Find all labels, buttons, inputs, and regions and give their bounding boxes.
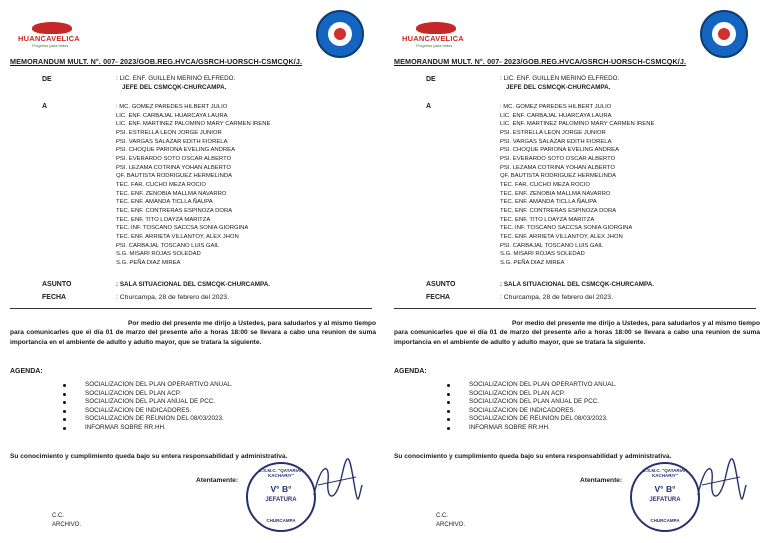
recipient: TEC. ENF. TITO LOAYZA MARITZA bbox=[116, 216, 211, 223]
recipient: PSI. VARGAS SALAZAR EDITH FIORELA bbox=[116, 138, 228, 145]
agenda-list bbox=[63, 381, 233, 433]
agenda-item: SOCIALIZACION DEL PLAN OPERARTIVO ANUAL. bbox=[447, 381, 617, 390]
agenda-title: AGENDA: bbox=[394, 368, 427, 375]
recipient: PSI. CARBAJAL TOSCANO LUIS GAIL bbox=[500, 242, 604, 249]
cc-label: C.C. bbox=[52, 513, 64, 519]
recipient: QF. BAUTISTA RODRIGUEZ HERMELINDA bbox=[500, 173, 617, 180]
asunto-label: ASUNTO bbox=[426, 281, 456, 288]
recipient: TEC. ENF. TITO LOAYZA MARITZA bbox=[500, 216, 595, 223]
cc-block bbox=[436, 512, 465, 529]
agenda-title: AGENDA: bbox=[10, 368, 43, 375]
stamp-vb: V° B° bbox=[654, 484, 676, 494]
recipient: TEC. ENF. ARRIETA VILLANTOY, ALEX JHON bbox=[500, 233, 623, 240]
signoff: Atentamente: bbox=[580, 477, 623, 484]
divider bbox=[10, 308, 372, 309]
agenda-item: SOCIALIZACION DEL PLAN ANUAL DE PCC. bbox=[447, 398, 617, 407]
recipient: PSI. VARGAS SALAZAR EDITH FIORELA bbox=[500, 138, 612, 145]
recipient: PSI. EVERARDO SOTO OSCAR ALBERTO bbox=[500, 155, 616, 162]
memo-title: MEMORANDUM MULT. N°. 007- 2023/GOB.REG.HVCA/GSRCH-UORSCH-CSMCQK/J. bbox=[394, 57, 687, 66]
cc-block bbox=[52, 512, 81, 529]
recipient: S.G. PEÑA DIAZ MIREA bbox=[500, 259, 565, 266]
agenda-item: SOCIALIZACION DEL PLAN ACP. bbox=[447, 390, 617, 399]
recipient: TEC. FAR. CUCHO MEZA ROCIO bbox=[500, 181, 591, 188]
logo-emblem-icon bbox=[32, 22, 72, 34]
recipient: LIC. ENF. CARBAJAL HUARCAYA LAURA bbox=[116, 112, 228, 119]
recipient: TEC. ENF. CONTRERAS ESPINOZA DORA bbox=[116, 207, 233, 214]
logo-tagline: Progreso para todos bbox=[416, 43, 453, 48]
recipient: LIC. ENF. MARTINEZ PALOMINO MARY CARMEN IRENE bbox=[500, 121, 655, 128]
cc-label: C.C. bbox=[436, 513, 448, 519]
signoff: Atentamente: bbox=[196, 477, 239, 484]
asunto-value: : SALA SITUACIONAL DEL CSMCQK-CHURCAMPA. bbox=[500, 281, 655, 288]
logo-name: HUANCAVELICA bbox=[18, 34, 80, 43]
asunto-label: ASUNTO bbox=[42, 281, 72, 288]
recipient: PSI. CARBAJAL TOSCANO LUIS GAIL bbox=[116, 242, 220, 249]
closing-paragraph: Su conocimiento y cumplimiento queda bajo su entera responsabilidad y administrativa. bbox=[394, 453, 672, 460]
stamp-vb: V° B° bbox=[270, 484, 292, 494]
stamp-ring-top: C.S.M.C. "QATARIAN KACHARIY" bbox=[258, 468, 304, 478]
recipient: : MC. GOMEZ PAREDES HILBERT JULIO bbox=[500, 104, 612, 110]
recipient: S.G. PEÑA DIAZ MIREA bbox=[116, 259, 181, 266]
logo-emblem-icon bbox=[416, 22, 456, 34]
divider bbox=[394, 308, 756, 309]
closing-paragraph: Su conocimiento y cumplimiento queda bajo su entera responsabilidad y administrativa. bbox=[10, 453, 288, 460]
cc-archive: ARCHIVO. bbox=[52, 521, 82, 528]
recipient: TEC. FAR. CUCHO MEZA ROCIO bbox=[116, 181, 207, 188]
recipient: LIC. ENF. CARBAJAL HUARCAYA LAURA bbox=[500, 112, 612, 119]
recipient: TEC. INF. TOSCANO SACCSA SONIA GIORGINA bbox=[116, 225, 249, 232]
cc-archive: ARCHIVO. bbox=[436, 521, 466, 528]
memo-title: MEMORANDUM MULT. N°. 007- 2023/GOB.REG.HVCA/GSRCH-UORSCH-CSMCQK/J. bbox=[10, 57, 303, 66]
recipient-list bbox=[500, 103, 654, 267]
agenda-item: SOCIALIZACION DEL PLAN ACP. bbox=[63, 390, 233, 399]
asunto-value: : SALA SITUACIONAL DEL CSMCQK-CHURCAMPA. bbox=[116, 281, 271, 288]
memo-body: Por medio del presente me dirijo a Ustedes, para saludarlos y al mismo tiempo para comunicarles que el día 01 de marzo del presente año a horas 18:00 se llevara a cabo una reunion de suma importancia en el ambiente de adulto y adulto mayor, que se tratara la siguiente. bbox=[394, 320, 760, 346]
recipient: : MC. GOMEZ PAREDES HILBERT JULIO bbox=[116, 104, 228, 110]
recipient: TEC. ENF. CONTRERAS ESPINOZA DORA bbox=[500, 207, 617, 214]
memo-body: Por medio del presente me dirijo a Ustedes, para saludarlos y al mismo tiempo para comunicarles que el día 01 de marzo del presente año a horas 18:00 se llevara a cabo una reunion de suma importancia en el ambiente de adulto y adulto mayor, que se tratara la siguiente. bbox=[10, 320, 376, 346]
recipient: TEC. ENF. AMANDA TICLLA ÑAUPA bbox=[116, 199, 213, 206]
stamp-ring-top: C.S.M.C. "QATARIAN KACHARIY" bbox=[642, 468, 688, 478]
health-center-seal-icon bbox=[316, 10, 364, 58]
health-center-seal-icon bbox=[700, 10, 748, 58]
recipient: TEC. ENF. ZENOBIA MALLMA NAVARRO bbox=[500, 190, 611, 197]
recipient: PSI. LEZAMA COTRINA YOHAN ALBERTO bbox=[116, 164, 231, 171]
recipient: TEC. INF. TOSCANO SACCSA SONIA GIORGINA bbox=[500, 225, 633, 232]
recipient: LIC. ENF. MARTINEZ PALOMINO MARY CARMEN IRENE bbox=[116, 121, 271, 128]
agenda-item: SOCIALIZACION DEL PLAN ANUAL DE PCC. bbox=[63, 398, 233, 407]
signature-icon bbox=[690, 455, 750, 510]
agenda-item: SOCIALIZACION DE REUNION DEL 08/03/2023. bbox=[447, 415, 617, 424]
logo-name: HUANCAVELICA bbox=[402, 34, 464, 43]
agenda-item: SOCIALIZACION DEL PLAN OPERARTIVO ANUAL. bbox=[63, 381, 233, 390]
a-label: A bbox=[426, 103, 432, 110]
recipient: S.G. MISARI ROJAS SOLEDAD bbox=[500, 251, 585, 258]
recipient-list bbox=[116, 103, 270, 267]
agenda-item: INFORMAR SOBRE RR.HH. bbox=[447, 424, 617, 433]
stamp-ring-bottom: CHURCAMPA bbox=[650, 518, 680, 523]
recipient: PSI. LEZAMA COTRINA YOHAN ALBERTO bbox=[500, 164, 615, 171]
memo-page-left bbox=[8, 0, 378, 543]
agenda-item: SOCIALIZACION DE INDICADORES. bbox=[447, 407, 617, 416]
stamp-role: JEFATURA bbox=[649, 497, 681, 503]
fecha-value: : Churcampa, 28 de febrero del 2023. bbox=[500, 294, 613, 301]
recipient: PSI. ESTRELLA LEON JORGE JUNIOR bbox=[500, 129, 606, 136]
recipient: PSI. CHOQUE PARIONA EVELING ANDREA bbox=[116, 147, 236, 154]
fecha-label: FECHA bbox=[426, 294, 451, 301]
agenda-item: SOCIALIZACION DE REUNION DEL 08/03/2023. bbox=[63, 415, 233, 424]
de-line-1: : LIC. ENF. GUILLEN MERINO ELFREDO. bbox=[500, 75, 620, 82]
regional-government-logo bbox=[402, 22, 472, 48]
agenda-item: SOCIALIZACION DE INDICADORES. bbox=[63, 407, 233, 416]
fecha-value: : Churcampa, 28 de febrero del 2023. bbox=[116, 294, 229, 301]
signature-icon bbox=[306, 455, 366, 510]
stamp-role: JEFATURA bbox=[265, 497, 297, 503]
recipient: PSI. CHOQUE PARIONA EVELING ANDREA bbox=[500, 147, 620, 154]
agenda-item: INFORMAR SOBRE RR.HH. bbox=[63, 424, 233, 433]
recipient: PSI. ESTRELLA LEON JORGE JUNIOR bbox=[116, 129, 222, 136]
stamp-ring-bottom: CHURCAMPA bbox=[266, 518, 296, 523]
recipient: PSI. EVERARDO SOTO OSCAR ALBERTO bbox=[116, 155, 232, 162]
recipient: S.G. MISARI ROJAS SOLEDAD bbox=[116, 251, 201, 258]
de-label: DE bbox=[42, 76, 52, 83]
de-line-2: JEFE DEL CSMCQK-CHURCAMPA. bbox=[122, 84, 227, 91]
regional-government-logo bbox=[18, 22, 88, 48]
fecha-label: FECHA bbox=[42, 294, 67, 301]
agenda-list bbox=[447, 381, 617, 433]
recipient: TEC. ENF. ARRIETA VILLANTOY, ALEX JHON bbox=[116, 233, 239, 240]
logo-tagline: Progreso para todos bbox=[32, 43, 69, 48]
de-line-2: JEFE DEL CSMCQK-CHURCAMPA. bbox=[506, 84, 611, 91]
de-label: DE bbox=[426, 76, 436, 83]
recipient: TEC. ENF. ZENOBIA MALLMA NAVARRO bbox=[116, 190, 227, 197]
recipient: QF. BAUTISTA RODRIGUEZ HERMELINDA bbox=[116, 173, 233, 180]
de-line-1: : LIC. ENF. GUILLEN MERINO ELFREDO. bbox=[116, 75, 236, 82]
recipient: TEC. ENF. AMANDA TICLLA ÑAUPA bbox=[500, 199, 597, 206]
memo-page-right bbox=[392, 0, 762, 543]
a-label: A bbox=[42, 103, 48, 110]
